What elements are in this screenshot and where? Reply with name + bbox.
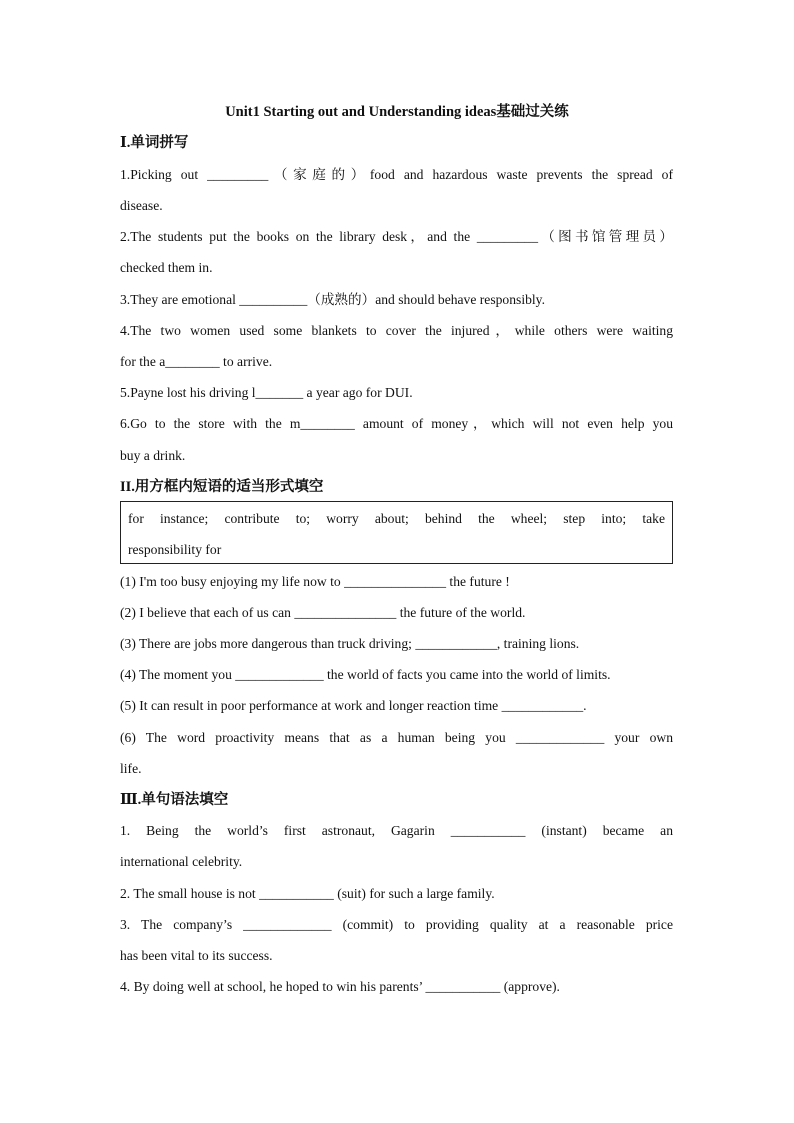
- phrase-item-4: (4) The moment you _____________ the world of facts you came into the world of limits.: [120, 667, 611, 682]
- grammar-item-1: 1. Being the world’s first astronaut, Gagarin ___________ (instant) became an: [120, 823, 673, 838]
- spelling-item-3: 3.They are emotional __________（成熟的）and should behave responsibly.: [120, 292, 545, 307]
- section-heading-grammar: Ⅲ.单句语法填空: [120, 792, 229, 808]
- spelling-item-5: 5.Payne lost his driving l_______ a year ago for DUI.: [120, 385, 413, 400]
- spelling-item-2: 2.The students put the books on the library desk，and the _________（图书馆管理员）: [120, 229, 673, 244]
- page-title: Unit1 Starting out and Understanding ideas基础过关练: [225, 104, 569, 120]
- grammar-item-3: 3. The company’s _____________ (commit) to providing quality at a reasonable price: [120, 917, 673, 932]
- phrase-box-line-1: for instance; contribute to; worry about; behind the wheel; step into; take: [128, 511, 665, 526]
- phrase-box: [120, 501, 673, 564]
- phrase-item-3: (3) There are jobs more dangerous than truck driving; ____________, training lions.: [120, 636, 580, 651]
- spelling-item-4-cont: for the a________ to arrive.: [120, 354, 273, 369]
- spelling-item-2-cont: checked them in.: [120, 260, 213, 275]
- section-heading-phrases: II.用方框内短语的适当形式填空: [120, 479, 324, 495]
- grammar-item-3-cont: has been vital to its success.: [120, 948, 273, 963]
- phrase-item-2: (2) I believe that each of us can _______________ the future of the world.: [120, 605, 526, 620]
- spelling-item-6-cont: buy a drink.: [120, 448, 186, 463]
- grammar-item-2: 2. The small house is not ___________ (suit) for such a large family.: [120, 886, 495, 901]
- phrase-item-6-cont: life.: [120, 761, 142, 776]
- grammar-item-1-cont: international celebrity.: [120, 854, 243, 869]
- spelling-item-1: 1.Picking out _________（家庭的）food and hazardous waste prevents the spread of: [120, 167, 673, 182]
- phrase-item-6: (6) The word proactivity means that as a human being you _____________ your own: [120, 730, 673, 745]
- spelling-item-4: 4.The two women used some blankets to cover the injured，while others were waiting: [120, 323, 673, 338]
- spelling-item-6: 6.Go to the store with the m________ amount of money，which will not even help you: [120, 416, 673, 431]
- spelling-item-1-cont: disease.: [120, 198, 163, 213]
- phrase-box-line-2: responsibility for: [128, 542, 222, 557]
- section-heading-spelling: Ⅰ.单词拼写: [120, 135, 189, 151]
- phrase-item-1: (1) I'm too busy enjoying my life now to _______________ the future !: [120, 574, 510, 589]
- phrase-item-5: (5) It can result in poor performance at work and longer reaction time ____________.: [120, 698, 587, 713]
- grammar-item-4: 4. By doing well at school, he hoped to win his parents’ ___________ (approve).: [120, 979, 560, 994]
